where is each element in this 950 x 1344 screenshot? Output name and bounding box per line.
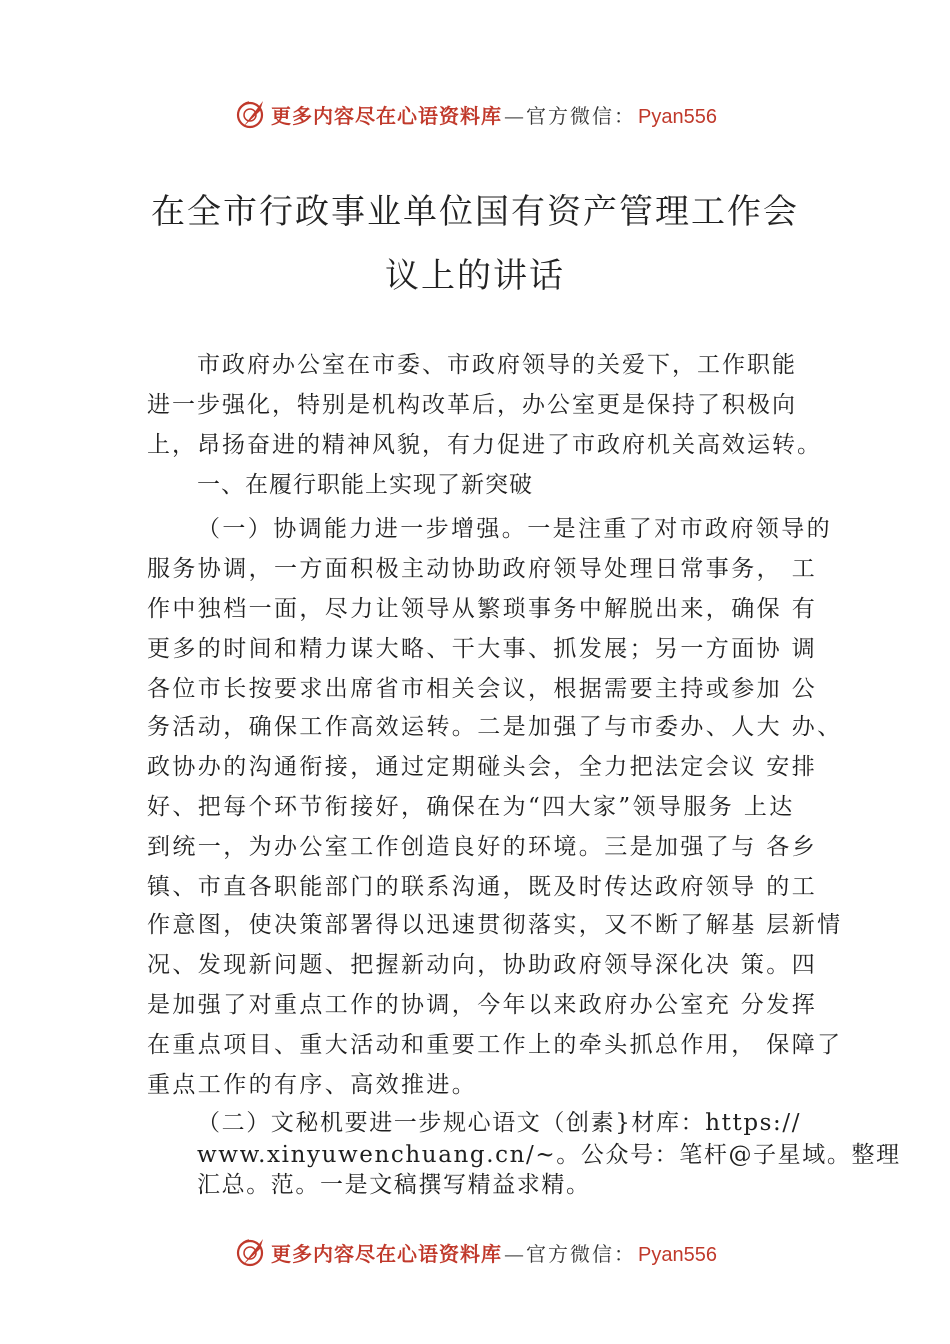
intro-line: 上，昂扬奋进的精神风貌，有力促进了市政府机关高效运转。 [147,432,822,458]
paragraph-line: 各位市长按要求出席省市相关会议，根据需要主持或参加 公 [147,676,818,702]
paragraph-line: 况、发现新问题、把握新动向，协助政府领导深化决 策。四 [147,952,818,978]
banner-wechat-id: Pyan556 [638,1243,717,1266]
paragraph-line: 镇、市直各职能部门的联系沟通，既及时传达政府领导 的工 [147,874,818,900]
paragraph-line: 更多的时间和精力谋大略、干大事、抓发展；另一方面协 调 [147,636,818,662]
banner-official-label: 官方微信： [526,1241,637,1266]
intro-line: 市政府办公室在市委、市政府领导的关爱下，工作职能 [197,352,797,378]
paragraph2-line: www.xinyuwenchuang.cn/~。公众号：笔杆@子星域。整理 [197,1142,901,1168]
paragraph-line: 重点工作的有序、高效推进。 [147,1072,478,1098]
paragraph-line: （一）协调能力进一步增强。一是注重了对市政府领导的 [197,516,832,542]
section-heading: 一、在履行职能上实现了新突破 [197,472,533,498]
paragraph-line: 在重点项目、重大活动和重要工作上的牵头抓总作用， 保障了 [147,1032,843,1058]
header-banner [0,94,950,134]
paragraph-line: 到统一，为办公室工作创造良好的环境。三是加强了与 各乡 [147,834,818,860]
banner-wechat-id: Pyan556 [638,105,717,128]
paragraph-line: 作意图，使决策部署得以迅速贯彻落实，又不断了解基 层新情 [147,912,843,938]
banner-text [271,100,717,129]
banner-official-label: 官方微信： [526,103,637,128]
banner-text [271,1238,717,1267]
paragraph-line: 作中独档一面，尽力让领导从繁琐事务中解脱出来，确保 有 [147,596,818,622]
footer-banner [0,1232,950,1272]
banner-dash: — [504,1241,525,1266]
paragraph-line: 是加强了对重点工作的协调，今年以来政府办公室充 分发挥 [147,992,818,1018]
quill-seal-logo-icon [233,97,267,131]
banner-main-text: 更多内容尽在心语资料库 [271,103,503,128]
paragraph-line: 务活动，确保工作高效运转。二是加强了与市委办、人大 办、 [147,714,843,740]
intro-line: 进一步强化，特别是机构改革后，办公室更是保持了积极向 [147,392,797,418]
quill-seal-logo-icon [233,1235,267,1269]
paragraph2-line: （二）文秘机要进一步规心语文（创素}材库：https:// [197,1110,802,1136]
document-title-line2: 议上的讲话 [385,256,565,296]
paragraph-line: 好、把每个环节衔接好，确保在为“四大家”领导服务 上达 [147,794,795,820]
paragraph2-line: 汇总。范。一是文稿撰写精益求精。 [197,1172,591,1198]
banner-dash: — [504,103,525,128]
banner-main-text: 更多内容尽在心语资料库 [271,1241,503,1266]
document-title-line1: 在全市行政事业单位国有资产管理工作会 [151,192,799,232]
paragraph-line: 政协办的沟通衔接，通过定期碰头会，全力把法定会议 安排 [147,754,818,780]
paragraph-line: 服务协调，一方面积极主动协助政府领导处理日常事务， 工 [147,556,818,582]
